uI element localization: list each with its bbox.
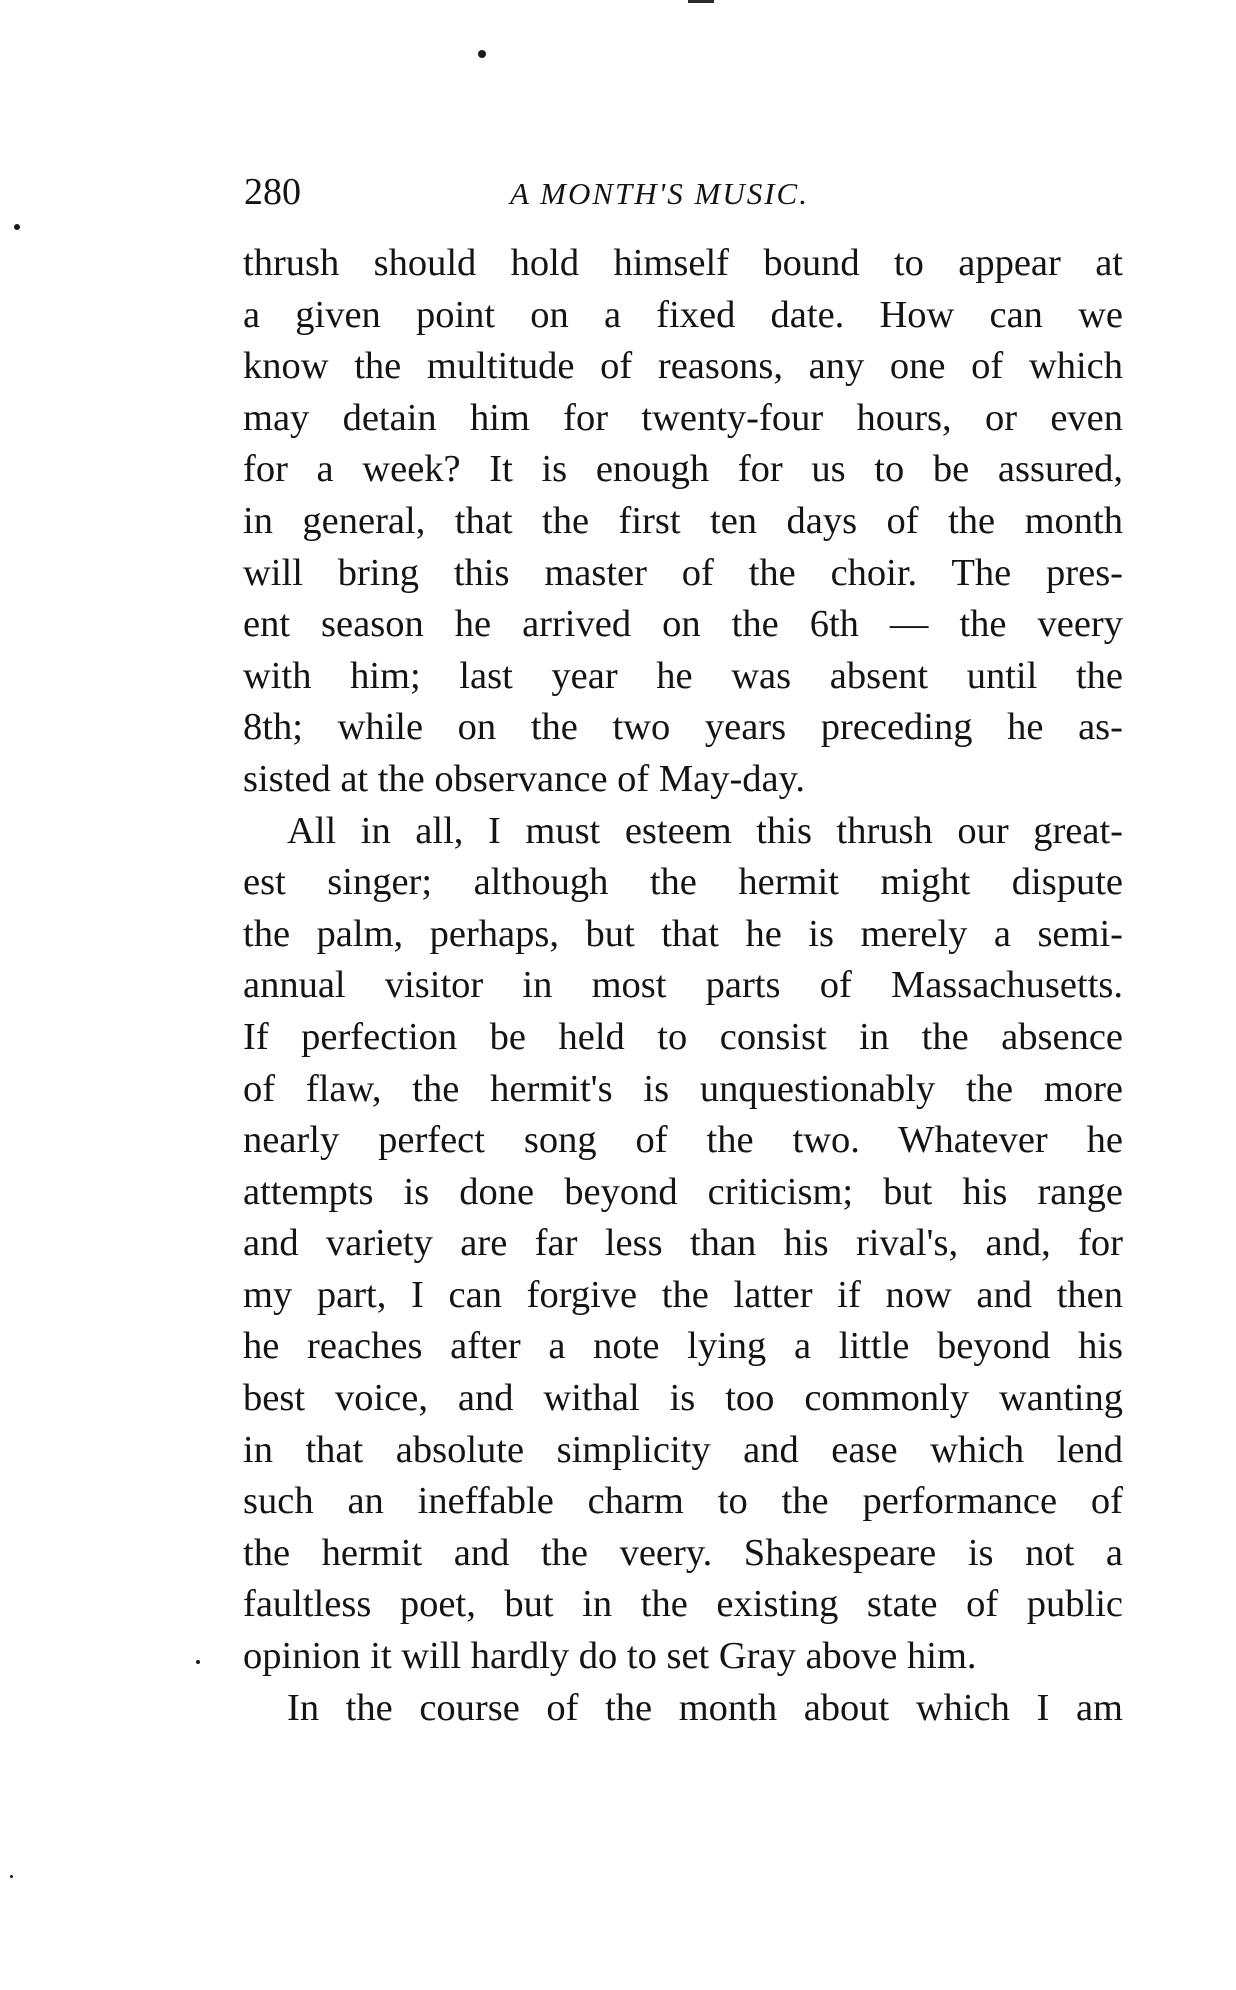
text-line: for a week? It is enough for us to be assured, (243, 448, 1123, 491)
running-head: A MONTH'S MUSIC. (510, 176, 809, 211)
ink-speck (478, 50, 486, 58)
text-line: in that absolute simplicity and ease which lend (243, 1428, 1123, 1471)
text-line: the palm, perhaps, but that he is merely a semi- (243, 912, 1123, 955)
text-line: of flaw, the hermit's is unquestionably the more (243, 1067, 1123, 1110)
text-line: may detain him for twenty-four hours, or even (243, 396, 1123, 439)
text-line: All in all, I must esteem this thrush our great- (287, 809, 1123, 852)
text-line: sisted at the observance of May-day. (243, 757, 805, 800)
text-line: the hermit and the veery. Shakespeare is not a (243, 1531, 1123, 1574)
text-line: such an ineffable charm to the performance of (243, 1480, 1123, 1523)
text-line: est singer; although the hermit might dispute (243, 861, 1123, 904)
text-line: If perfection be held to consist in the absence (243, 1015, 1123, 1058)
text-line: thrush should hold himself bound to appear at (243, 242, 1123, 284)
text-line: nearly perfect song of the two. Whatever he (243, 1119, 1123, 1162)
text-line: he reaches after a note lying a little beyond his (243, 1325, 1123, 1368)
text-line: faultless poet, but in the existing state of public (243, 1583, 1123, 1626)
page-body (243, 238, 1123, 1734)
page-header (244, 166, 1124, 218)
ink-speck (14, 224, 20, 230)
text-line: 8th; while on the two years preceding he as- (243, 706, 1123, 749)
text-line: opinion it will hardly do to set Gray above him. (243, 1635, 977, 1678)
text-line: best voice, and withal is too commonly wanting (243, 1377, 1123, 1420)
text-line: a given point on a fixed date. How can we (243, 293, 1123, 336)
paragraph (243, 238, 1123, 806)
text-line: annual visitor in most parts of Massachusetts. (243, 964, 1123, 1007)
ink-speck (196, 1660, 200, 1664)
text-line: ent season he arrived on the 6th — the veery (243, 603, 1123, 646)
text-line: and variety are far less than his rival's, and, for (243, 1222, 1123, 1265)
text-line: In the course of the month about which I am (287, 1686, 1123, 1729)
text-line: with him; last year he was absent until the (243, 654, 1123, 697)
text-line: my part, I can forgive the latter if now and then (243, 1273, 1123, 1316)
paragraph (243, 806, 1123, 1683)
page-number: 280 (244, 171, 301, 213)
paragraph (243, 1683, 1123, 1735)
ink-speck (10, 1875, 13, 1878)
text-line: in general, that the first ten days of the month (243, 499, 1123, 542)
text-line: know the multitude of reasons, any one of which (243, 345, 1123, 388)
text-line: will bring this master of the choir. The pres- (243, 551, 1123, 594)
top-edge-mark (688, 0, 714, 3)
text-line: attempts is done beyond criticism; but his range (243, 1170, 1123, 1213)
